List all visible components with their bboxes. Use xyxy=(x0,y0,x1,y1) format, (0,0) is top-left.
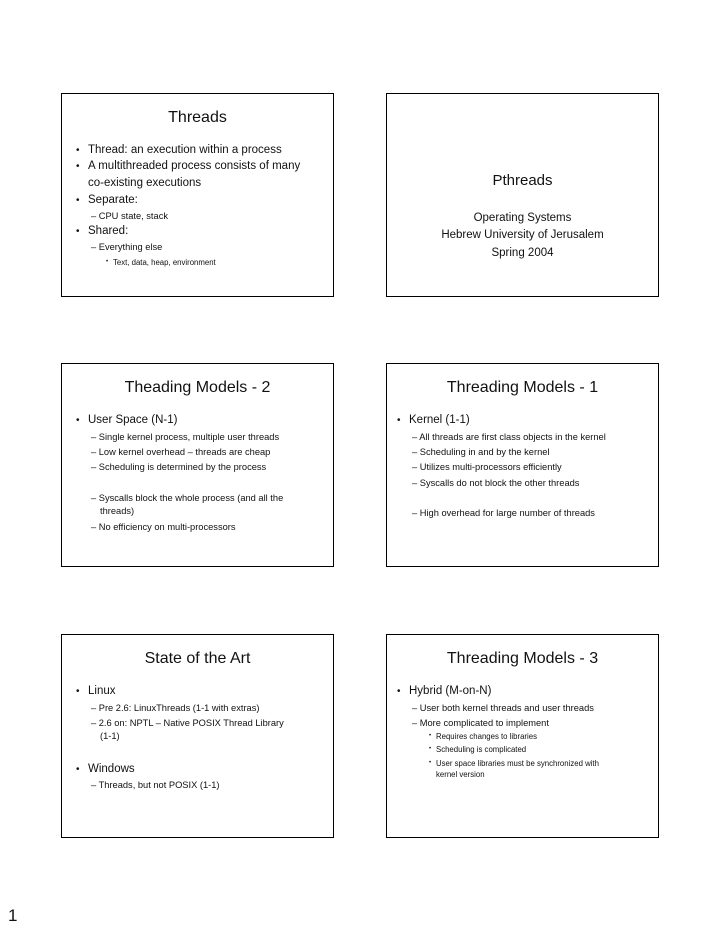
sub-bullet-text: – Low kernel overhead – threads are cheap xyxy=(91,447,271,457)
sub-bullet-text: – Syscalls do not block the other threads xyxy=(412,478,580,488)
slide-state-of-the-art xyxy=(61,634,334,838)
bullet-continuation: co-existing executions xyxy=(88,177,202,189)
sub-bullet-text: – Threads, but not POSIX (1-1) xyxy=(91,780,220,790)
bullet-text: Kernel (1-1) xyxy=(409,414,470,426)
sub-bullet-text: – Utilizes multi-processors efficiently xyxy=(412,462,562,472)
sub-sub-bullet-text: User space libraries must be synchronized with xyxy=(436,759,599,768)
sub-bullet-text: – Scheduling in and by the kernel xyxy=(412,447,550,457)
slide-title: Pthreads xyxy=(492,172,553,189)
slide-threading-models-2 xyxy=(61,363,334,567)
subtitle-line: Spring 2004 xyxy=(491,247,554,259)
subtitle-line: Operating Systems xyxy=(473,212,572,224)
slide-title: State of the Art xyxy=(144,650,251,667)
sub-bullet-text: – More complicated to implement xyxy=(412,718,549,728)
slide-title: Threads xyxy=(168,109,227,126)
bullet-icon: • xyxy=(397,415,401,426)
sub-bullet-text: – CPU state, stack xyxy=(91,211,168,221)
slide-title: Threading Models - 1 xyxy=(446,379,599,396)
bullet-icon: • xyxy=(429,733,432,739)
bullet-icon: • xyxy=(76,226,80,237)
bullet-text: Shared: xyxy=(88,225,129,237)
sub-bullet-continuation: (1-1) xyxy=(100,731,120,741)
slide-title: Theading Models - 2 xyxy=(124,379,271,396)
sub-bullet-text: – High overhead for large number of threads xyxy=(412,508,595,518)
slide-threading-models-1 xyxy=(386,363,659,567)
bullet-icon: • xyxy=(429,746,432,752)
sub-bullet-text: – 2.6 on: NPTL – Native POSIX Thread Library xyxy=(91,718,284,728)
bullet-icon: • xyxy=(76,764,80,775)
bullet-icon: • xyxy=(76,195,80,206)
slide-threading-models-3 xyxy=(386,634,659,838)
sub-bullet-text: – Everything else xyxy=(91,242,163,252)
sub-bullet-text: – No efficiency on multi-processors xyxy=(91,522,236,532)
bullet-text: Linux xyxy=(88,685,116,697)
slide-threads xyxy=(61,93,334,297)
slide-pthreads xyxy=(386,93,659,297)
sub-bullet-text: – User both kernel threads and user threads xyxy=(412,703,594,713)
sub-bullet-text: – Scheduling is determined by the process xyxy=(91,462,267,472)
bullet-text: User Space (N-1) xyxy=(88,414,178,426)
sub-bullet-continuation: threads) xyxy=(100,506,135,516)
sub-sub-bullet-text: Requires changes to libraries xyxy=(436,732,537,741)
bullet-text: Thread: an execution within a process xyxy=(88,144,282,156)
bullet-text: Hybrid (M-on-N) xyxy=(409,685,492,697)
bullet-icon: • xyxy=(76,686,80,697)
bullet-icon: • xyxy=(397,686,401,697)
slide-title: Threading Models - 3 xyxy=(446,650,599,667)
sub-bullet-text: – All threads are first class objects in the kernel xyxy=(412,432,606,442)
bullet-text: Separate: xyxy=(88,194,138,206)
subtitle-line: Hebrew University of Jerusalem xyxy=(441,229,604,241)
bullet-icon: • xyxy=(76,145,80,156)
sub-sub-bullet-text: Scheduling is complicated xyxy=(436,745,527,754)
sub-sub-bullet-continuation: kernel version xyxy=(436,770,485,779)
sub-bullet-text: – Pre 2.6: LinuxThreads (1-1 with extras) xyxy=(91,703,260,713)
sub-bullet-text: – Syscalls block the whole process (and all the xyxy=(91,493,284,503)
bullet-icon: • xyxy=(76,161,80,172)
bullet-text: Windows xyxy=(88,763,135,775)
bullet-icon: • xyxy=(429,760,432,766)
sub-bullet-text: – Single kernel process, multiple user threads xyxy=(91,432,280,442)
bullet-icon: • xyxy=(106,259,109,265)
page-number: 1 xyxy=(8,906,18,925)
bullet-icon: • xyxy=(76,415,80,426)
bullet-text: A multithreaded process consists of many xyxy=(88,160,301,172)
sub-sub-bullet-text: Text, data, heap, environment xyxy=(113,258,216,267)
